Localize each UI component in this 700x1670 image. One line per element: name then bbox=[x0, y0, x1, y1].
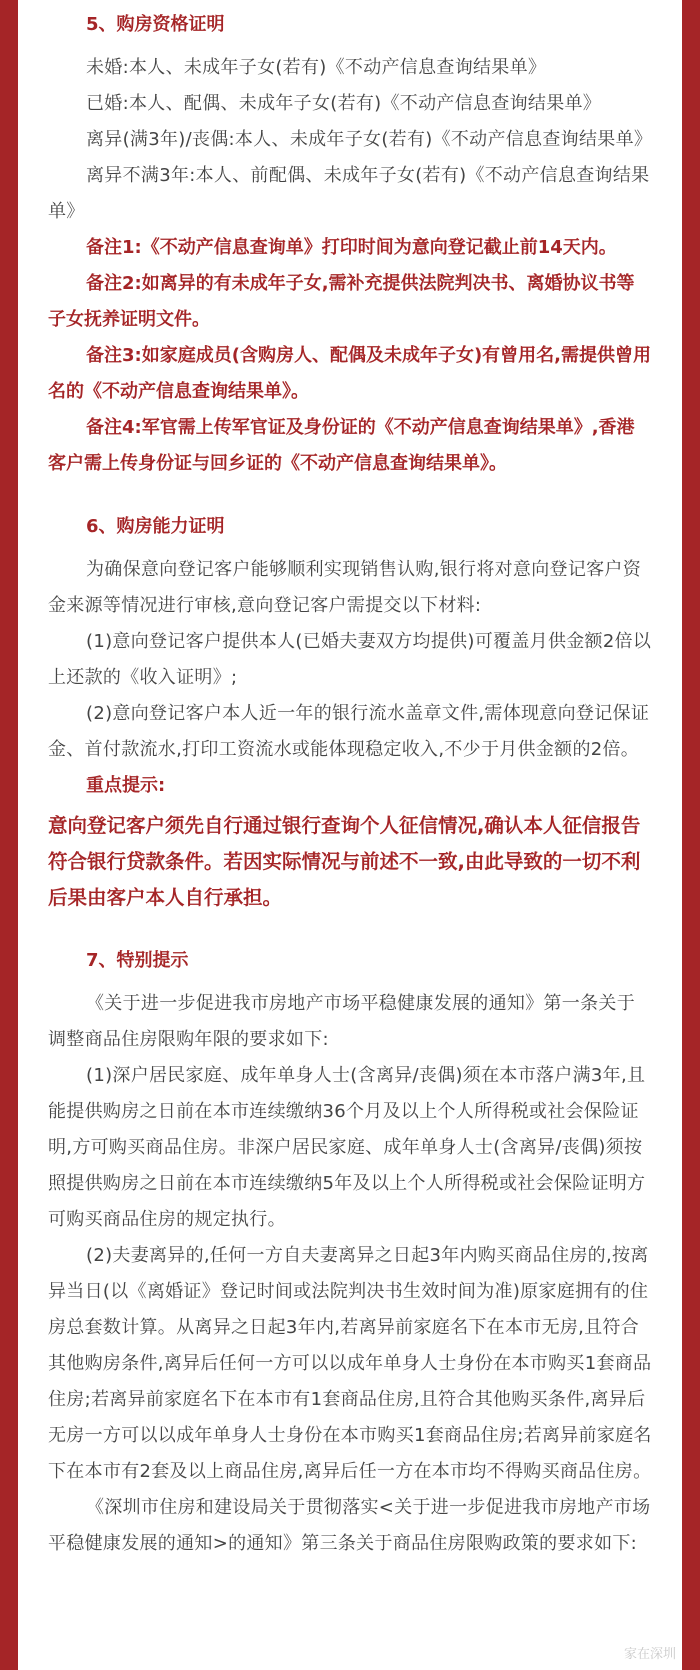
note-3: 备注3:如家庭成员(含购房人、配偶及未成年子女)有曾用名,需提供曾用名的《不动产信息查询结果单》。 bbox=[48, 345, 652, 402]
note-2: 备注2:如离异的有未成年子女,需补充提供法院判决书、离婚协议书等子女抚养证明文件。 bbox=[48, 273, 635, 330]
paragraph: (1)深户居民家庭、成年单身人士(含离异/丧偶)须在本市落户满3年,且能提供购房之日前在本市连续缴纳36个月及以上个人所得税或社会保险证明,方可购买商品住房。非深户居民家庭、成年单身人士(含离异/丧偶)须按照提供购房之日前在本市连续缴纳5年及以上个人所得税或社会保险证明方可购买商品住房的规定执行。 bbox=[48, 1065, 646, 1230]
paragraph: 为确保意向登记客户能够顺利实现销售认购,银行将对意向登记客户资金来源等情况进行审核,意向登记客户需提交以下材料: bbox=[48, 559, 642, 616]
section-6-heading: 6、购房能力证明 bbox=[86, 516, 225, 537]
section-5-heading: 5、购房资格证明 bbox=[86, 14, 225, 35]
watermark: 家在深圳 bbox=[623, 1647, 676, 1662]
left-border bbox=[0, 0, 18, 1670]
paragraph: 《关于进一步促进我市房地产市场平稳健康发展的通知》第一条关于调整商品住房限购年限的要求如下: bbox=[48, 993, 635, 1050]
paragraph: 离异不满3年:本人、前配偶、未成年子女(若有)《不动产信息查询结果单》 bbox=[48, 165, 650, 222]
paragraph: 已婚:本人、配偶、未成年子女(若有)《不动产信息查询结果单》 bbox=[86, 93, 602, 114]
note-1: 备注1:《不动产信息查询单》打印时间为意向登记截止前14天内。 bbox=[86, 237, 617, 258]
key-notice-label: 重点提示: bbox=[86, 775, 166, 796]
paragraph: 未婚:本人、未成年子女(若有)《不动产信息查询结果单》 bbox=[86, 57, 547, 78]
note-4: 备注4:军官需上传军官证及身份证的《不动产信息查询结果单》,香港客户需上传身份证与回乡证的《不动产信息查询结果单》。 bbox=[48, 417, 635, 474]
paragraph: (1)意向登记客户提供本人(已婚夫妻双方均提供)可覆盖月供金额2倍以上还款的《收入证明》; bbox=[48, 631, 652, 688]
section-7-heading: 7、特别提示 bbox=[86, 950, 189, 971]
key-notice-text: 意向登记客户须先自行通过银行查询个人征信情况,确认本人征信报告符合银行贷款条件。若因实际情况与前述不一致,由此导致的一切不利后果由客户本人自行承担。 bbox=[48, 814, 641, 909]
paragraph: (2)夫妻离异的,任何一方自夫妻离异之日起3年内购买商品住房的,按离异当日(以《离婚证》登记时间或法院判决书生效时间为准)原家庭拥有的住房总套数计算。从离异之日起3年内,若离异前家庭名下在本市无房,且符合其他购房条件,离异后任何一方可以以成年单身人士身份在本市购买1套商品住房;若离异前家庭名下在本市有1套商品住房,且符合其他购买条件,离异后无房一方可以以成年单身人士身份在本市购买1套商品住房;若离异前家庭名下在本市有2套及以上商品住房,离异后任一方在本市均不得购买商品住房。 bbox=[48, 1245, 652, 1482]
right-border bbox=[682, 0, 700, 1670]
article-body bbox=[48, 0, 652, 1562]
paragraph: 《深圳市住房和建设局关于贯彻落实<关于进一步促进我市房地产市场平稳健康发展的通知>的通知》第三条关于商品住房限购政策的要求如下: bbox=[48, 1497, 651, 1554]
paragraph: (2)意向登记客户本人近一年的银行流水盖章文件,需体现意向登记保证金、首付款流水,打印工资流水或能体现稳定收入,不少于月供金额的2倍。 bbox=[48, 703, 650, 760]
paragraph: 离异(满3年)/丧偶:本人、未成年子女(若有)《不动产信息查询结果单》 bbox=[86, 129, 653, 150]
